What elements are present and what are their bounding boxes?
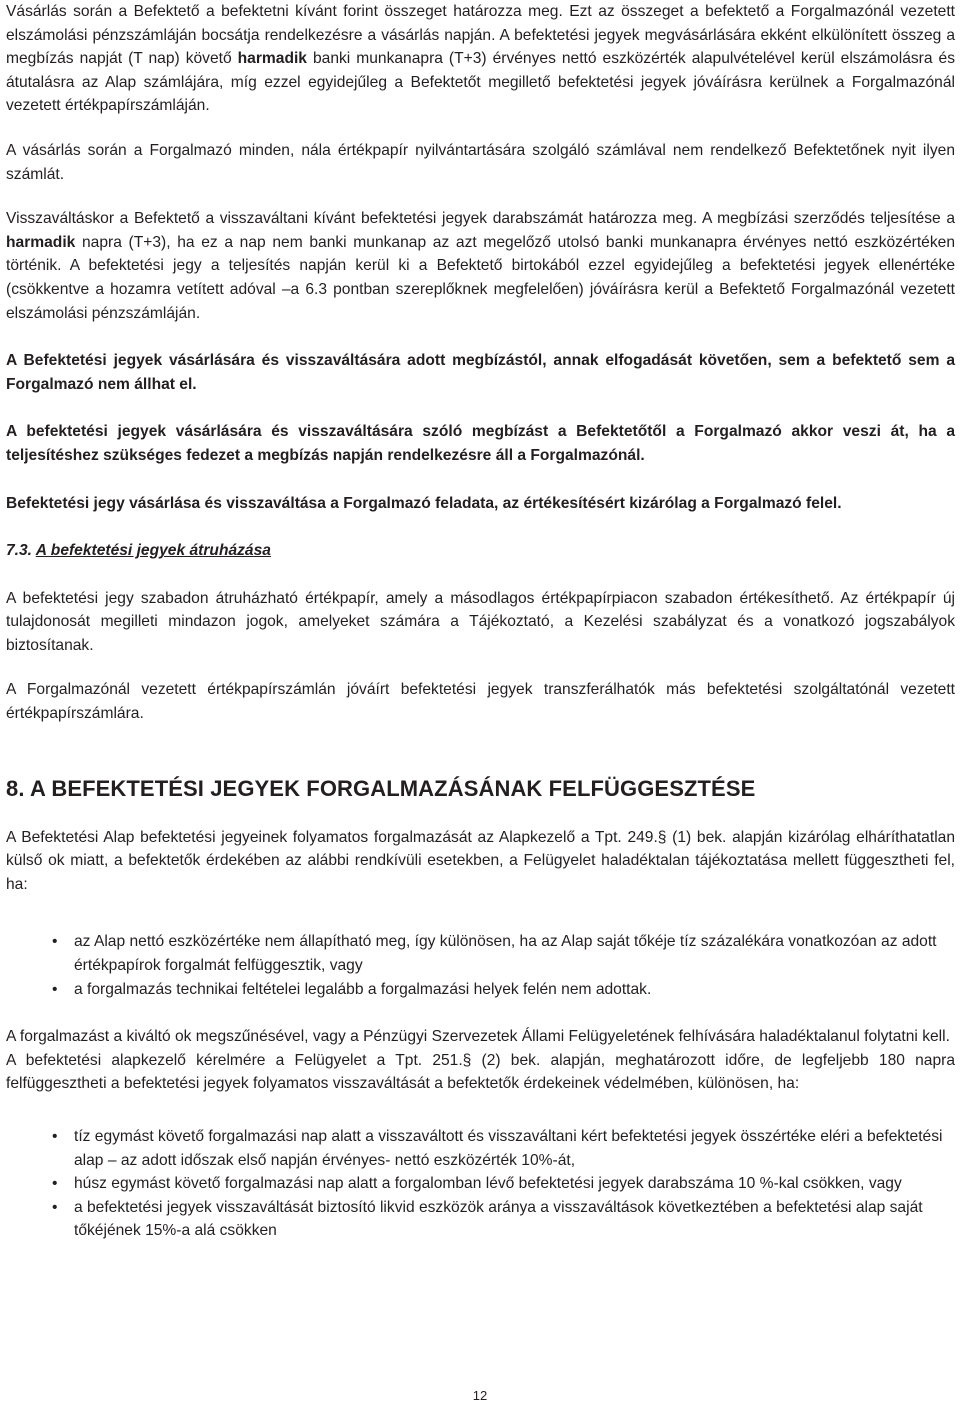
bullet-list-suspension <box>6 930 955 1001</box>
subsection-heading <box>6 539 955 563</box>
list-item <box>6 930 955 977</box>
paragraph-bold-coverage: A befektetési jegyek vásárlására és visszaváltására szóló megbízást a Befektetőtől a Forgalmazó akkor veszi át, ha a teljesítéshez szükséges fedezet a megbízás napján rendelkezésre áll a Forgalmazónál. <box>6 423 955 464</box>
bullet-icon: • <box>52 1198 58 1216</box>
paragraph-bold-irrevocable: A Befektetési jegyek vásárlására és visszaváltására adott megbízástól, annak elfogadását követően, sem a befektető sem a Forgalmazó nem állhat el. <box>6 352 955 393</box>
list-item-text: tíz egymást követő forgalmazási nap alatt a visszaváltott és visszaváltani kért befektetési jegyek összértéke eléri a befektetési alap – az adott időszak első napján érvényes- nettó eszközérték 10%-át, <box>74 1128 943 1169</box>
paragraph-text: napra (T+3), ha ez a nap nem banki munkanap az azt megelőző utolsó banki munkanapra érvényes nettó eszközértéken történik. A befektetési jegy a teljesítés napján kerül ki a Befektető birtokából ezzel egyidejűleg a befektetési jegyek ellenértéke (csökkentve a hozamra vetített adóval –a 6.3 pontban szereplőknek megfelelően) jóváírásra kerül a Befektető Forgalmazónál vezetett elszámolási pénzszámláján. <box>6 233 955 322</box>
paragraph-redemption <box>6 207 955 325</box>
paragraph-resume: A forgalmazást a kiváltó ok megszűnésével, vagy a Pénzügyi Szervezetek Állami Felügyeletének felhívására haladéktalanul folytatni kell. <box>6 1028 950 1046</box>
paragraph-text: banki munkanapra (T+3) érvényes nettó eszközérték alapulvételével kerül elszámolásra és átutalásra az Alap számlájára, míg ezzel egyidejűleg a Befektetőt megillető befektetési jegyek jóváírásra kerülnek a Forgalmazónál vezetett értékpapírszámláján. <box>6 50 955 115</box>
paragraph-purchase <box>6 0 955 118</box>
subsection-number: 7.3. <box>6 542 33 560</box>
list-item-text: a forgalmazás technikai feltételei legalább a forgalmazási helyek felén nem adottak. <box>74 980 652 998</box>
paragraph-transferable: A Forgalmazónál vezetett értékpapírszámlán jóváírt befektetési jegyek transzferálhatók más befektetési szolgáltatónál vezetett értékpapírszámlára. <box>6 681 955 723</box>
paragraph-bold-responsibility: Befektetési jegy vásárlása és visszaváltása a Forgalmazó feladata, az értékesítésért kizárólag a Forgalmazó felel. <box>6 494 842 512</box>
document-page <box>6 0 955 1243</box>
paragraph-redemption-suspension: A befektetési alapkezelő kérelmére a Felügyelet a Tpt. 251.§ (2) bek. alapján, meghatározott időre, de legfeljebb 180 napra felfüggesztheti a befektetési jegyek folyamatos visszaváltását a befektetők érdekeinek védelmében, különösen, ha: <box>6 1051 955 1093</box>
paragraph-text: Visszaváltáskor a Befektető a visszaváltani kívánt befektetési jegyek darabszámát határozza meg. A megbízási szerződés teljesítése a <box>6 210 955 228</box>
list-item <box>6 1125 955 1172</box>
paragraph-text: Vásárlás során a Befektető a befektetni kívánt forint összeget határozza meg. Ezt az összeget a befektető a Forgalmazónál vezetett elszámolási pénzszámláján bocsátja rendelkezésre a vásárlás napján. A befektetési jegyek megvásárlására ekként elkülönített összeg a megbízás napját (T nap) követő <box>6 3 955 68</box>
paragraph-suspension-intro: A Befektetési Alap befektetési jegyeinek folyamatos forgalmazását az Alapkezelő a Tpt. 249.§ (1) bek. alapján kizárólag elháríthatatlan külső ok miatt, a befektetők érdekében az alábbi rendkívüli esetekben, a Felügyelet haladéktalan tájékoztatása mellett függesztheti fel, ha: <box>6 828 955 893</box>
bullet-list-redemption <box>6 1125 955 1243</box>
list-item <box>6 978 955 1002</box>
page-number: 12 <box>472 1388 488 1403</box>
paragraph-transfer: A befektetési jegy szabadon átruházható értékpapír, amely a másodlagos értékpapírpiacon szabadon értékesíthető. Az értékpapír új tulajdonosát megilleti mindazon jogok, amelyeket számára a Tájékoztató, a Kezelési szabályzat és a vonatkozó jogszabályok biztosítanak. <box>6 589 955 654</box>
list-item <box>6 1172 955 1196</box>
bullet-icon: • <box>52 980 58 998</box>
list-item-text: húsz egymást követő forgalmazási nap alatt a forgalomban lévő befektetési jegyek darabszáma 10 %-kal csökken, vagy <box>74 1175 902 1193</box>
bullet-icon: • <box>52 1175 58 1193</box>
bullet-icon: • <box>52 933 58 951</box>
paragraph-account-opening: A vásárlás során a Forgalmazó minden, nála értékpapír nyilvántartására szolgáló számlával nem rendelkező Befektetőnek nyit ilyen számlát. <box>6 141 955 183</box>
list-item <box>6 1196 955 1243</box>
list-item-text: az Alap nettó eszközértéke nem állapítható meg, így különösen, ha az Alap saját tőkéje tíz százalékára vonatkozóan az adott értékpapírok forgalmát felfüggesztik, vagy <box>74 933 937 975</box>
bullet-icon: • <box>52 1128 58 1145</box>
list-item-text: a befektetési jegyek visszaváltását biztosító likvid eszközök aránya a visszaváltások következtében a befektetési alap saját tőkéjének 15%-a alá csökken <box>74 1198 923 1240</box>
keyword-harmadik: harmadik <box>237 50 307 68</box>
section-heading: 8. A BEFEKTETÉSI JEGYEK FORGALMAZÁSÁNAK FELFÜGGESZTÉSE <box>6 775 756 801</box>
keyword-harmadik: harmadik <box>6 233 76 251</box>
subsection-title: A befektetési jegyek átruházása <box>35 542 271 560</box>
